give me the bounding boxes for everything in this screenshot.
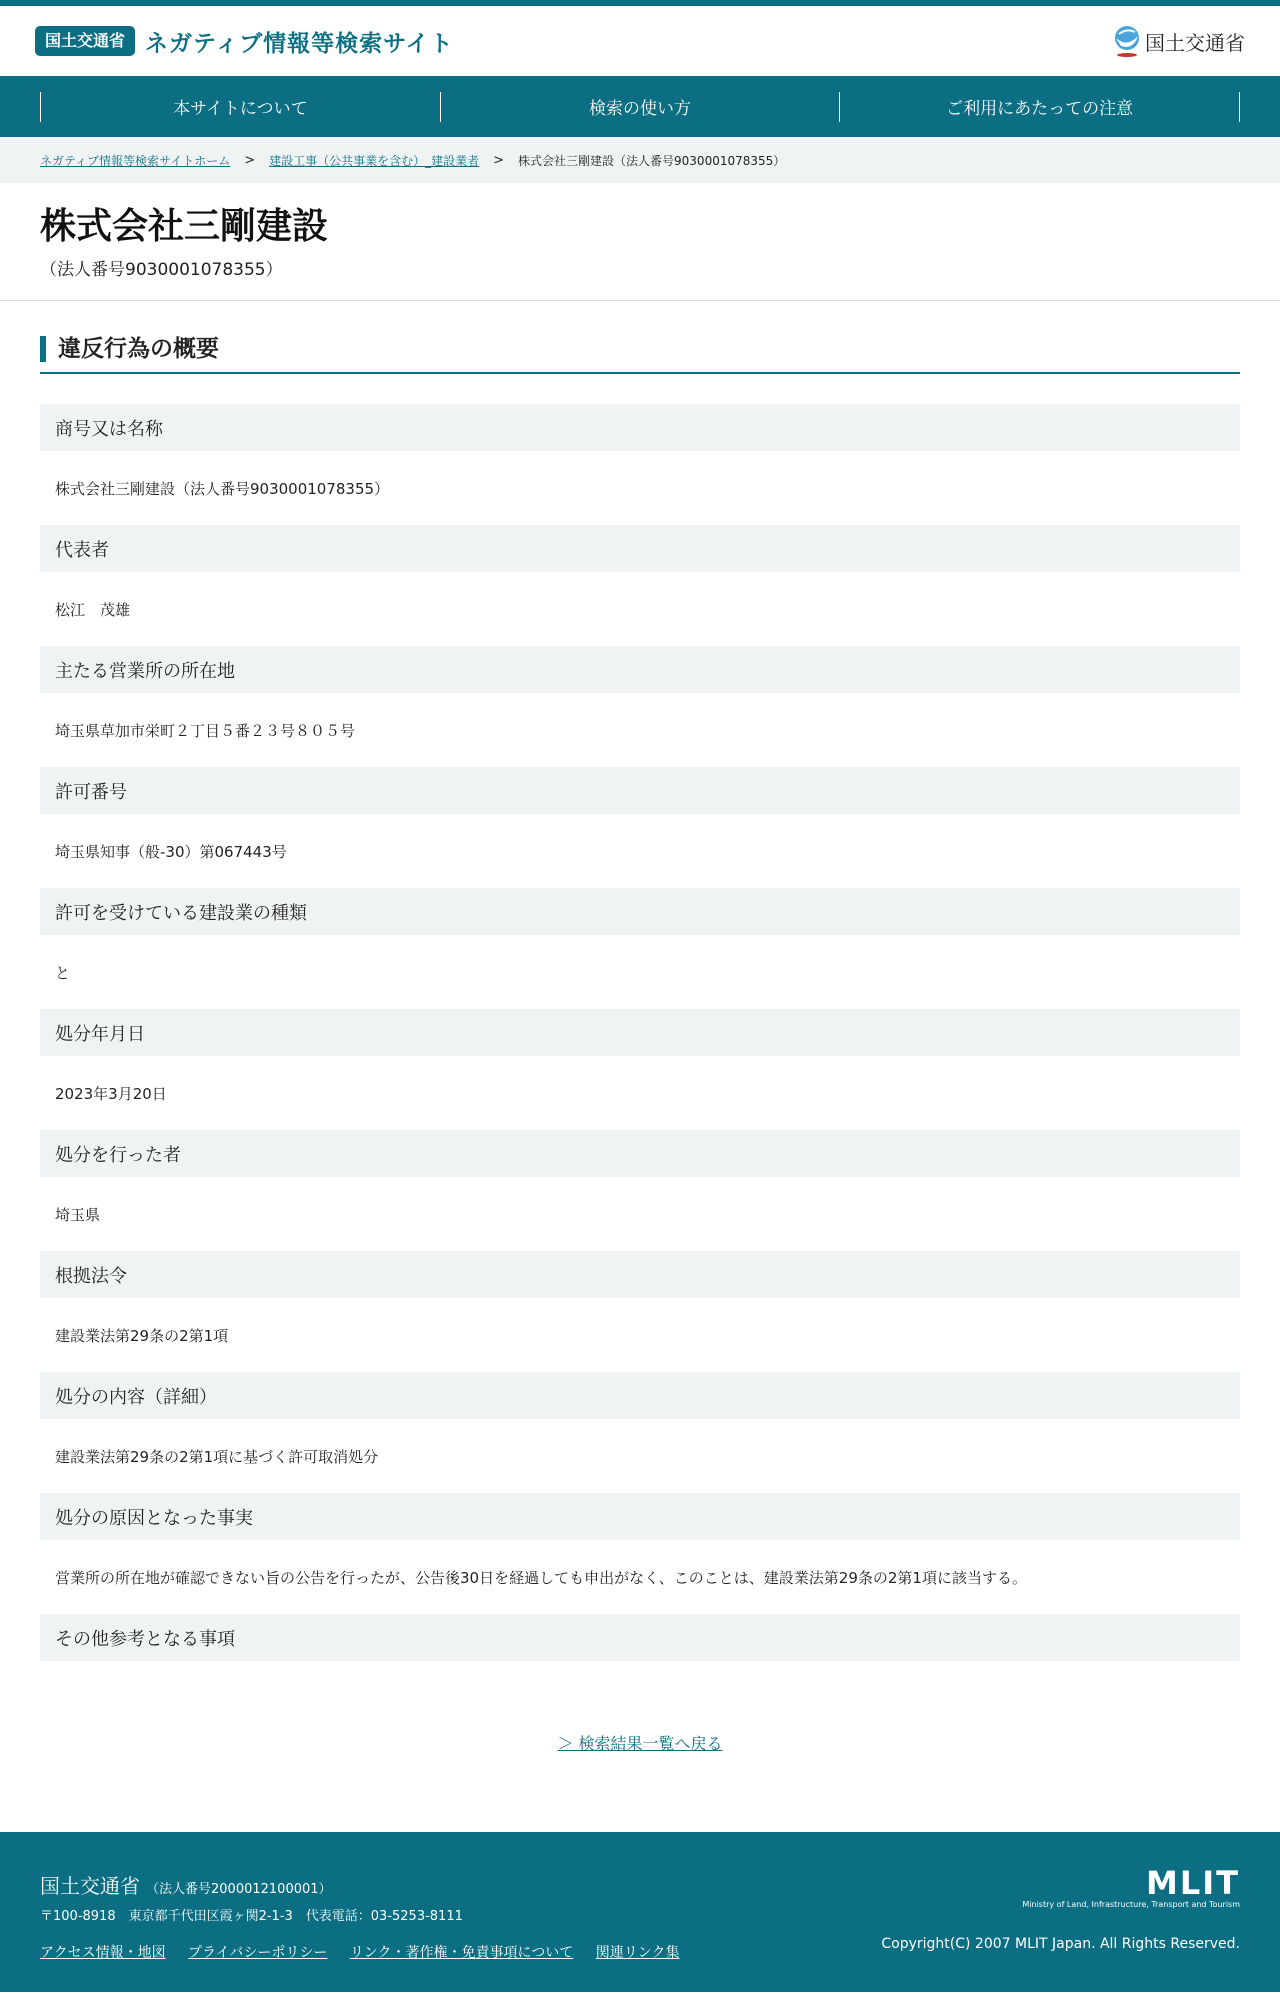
footer-org-name: 国土交通省 — [40, 1874, 140, 1898]
back-link-container — [40, 1731, 1240, 1754]
section-heading: 違反行為の概要 — [40, 336, 1240, 362]
site-title[interactable]: ネガティブ情報等検索サイト — [145, 30, 454, 57]
nav-item-about[interactable]: 本サイトについて — [40, 92, 440, 122]
field-value-disposing-authority: 埼玉県 — [55, 1205, 101, 1224]
footer-link-privacy[interactable]: プライバシーポリシー — [188, 1945, 328, 1961]
field-value-disposition-date: 2023年3月20日 — [55, 1084, 167, 1103]
field-value-legal-basis: 建設業法第29条の2第1項 — [55, 1326, 229, 1345]
footer-address: 〒100-8918 東京都千代田区霞ヶ関2-1-3 代表電話：03-5253-8111 — [40, 1909, 463, 1924]
main-nav — [0, 76, 1280, 137]
site-header — [0, 6, 1280, 76]
ministry-name: 国土交通省 — [1145, 30, 1245, 55]
field-value-representative: 松江 茂雄 — [55, 600, 131, 619]
page-title: 株式会社三剛建設 — [40, 206, 329, 247]
footer-link-copyright[interactable]: リンク・著作権・免責事項について — [349, 1945, 574, 1961]
field-value-main-office: 埼玉県草加市栄町２丁目５番２３号８０５号 — [55, 721, 356, 740]
breadcrumb-current: 株式会社三剛建設（法人番号9030001078355） — [518, 153, 786, 168]
site-brand[interactable] — [35, 25, 454, 58]
field-label-disposing-authority: 処分を行った者 — [40, 1130, 1240, 1177]
field-label-legal-basis: 根拠法令 — [40, 1251, 1240, 1298]
field-label-business-type: 許可を受けている建設業の種類 — [40, 888, 1240, 935]
footer-link-related[interactable]: 関連リンク集 — [595, 1945, 680, 1961]
mlit-logo-subtitle: Ministry of Land, Infrastructure, Transport and Tourism — [1022, 1900, 1240, 1909]
nav-item-how-to-search[interactable]: 検索の使い方 — [440, 92, 840, 122]
field-value-trade-name: 株式会社三剛建設（法人番号9030001078355） — [55, 479, 390, 498]
corporate-number: （法人番号9030001078355） — [40, 260, 283, 280]
field-label-other-notes: その他参考となる事項 — [40, 1614, 1240, 1661]
back-to-results-link[interactable]: ＞ 検索結果一覧へ戻る — [557, 1734, 723, 1753]
field-label-permit-number: 許可番号 — [40, 767, 1240, 814]
footer-link-access[interactable]: アクセス情報・地図 — [40, 1945, 166, 1961]
ministry-wave-logo-icon — [1111, 24, 1143, 58]
breadcrumb-category-link[interactable]: 建設工事（公共事業を含む）_建設業者 — [269, 153, 480, 168]
breadcrumb — [0, 137, 1280, 183]
ministry-logo[interactable] — [1111, 24, 1245, 58]
field-label-cause-facts: 処分の原因となった事実 — [40, 1493, 1240, 1540]
page-title-block — [0, 183, 1280, 301]
detail-list — [40, 404, 1240, 1661]
footer-copyright: Copyright(C) 2007 MLIT Japan. All Rights Reserved. — [881, 1936, 1240, 1952]
field-value-business-type: と — [55, 963, 71, 982]
site-footer — [0, 1832, 1280, 1992]
footer-org-number: （法人番号2000012100001） — [146, 1882, 332, 1897]
field-label-disposition-details: 処分の内容（詳細） — [40, 1372, 1240, 1419]
field-label-disposition-date: 処分年月日 — [40, 1009, 1240, 1056]
field-value-permit-number: 埼玉県知事（般-30）第067443号 — [55, 842, 287, 861]
breadcrumb-home-link[interactable]: ネガティブ情報等検索サイトホーム — [40, 153, 231, 168]
breadcrumb-separator: > — [493, 152, 505, 168]
field-label-representative: 代表者 — [40, 525, 1240, 572]
main-content — [0, 301, 1280, 1754]
nav-item-usage-notes[interactable]: ご利用にあたっての注意 — [839, 92, 1240, 122]
field-value-cause-facts: 営業所の所在地が確認できない旨の公告を行ったが、公告後30日を経過しても申出がなく、このことは、建設業法第29条の2第1項に該当する。 — [55, 1568, 1027, 1587]
field-label-main-office: 主たる営業所の所在地 — [40, 646, 1240, 693]
ministry-badge: 国土交通省 — [35, 26, 135, 56]
mlit-logo[interactable] — [1022, 1864, 1240, 1909]
breadcrumb-separator: > — [244, 152, 256, 168]
mlit-logo-mark: MLIT — [1146, 1864, 1240, 1902]
section-divider — [40, 372, 1240, 374]
field-value-disposition-details: 建設業法第29条の2第1項に基づく許可取消処分 — [55, 1447, 379, 1466]
field-label-trade-name: 商号又は名称 — [40, 404, 1240, 451]
